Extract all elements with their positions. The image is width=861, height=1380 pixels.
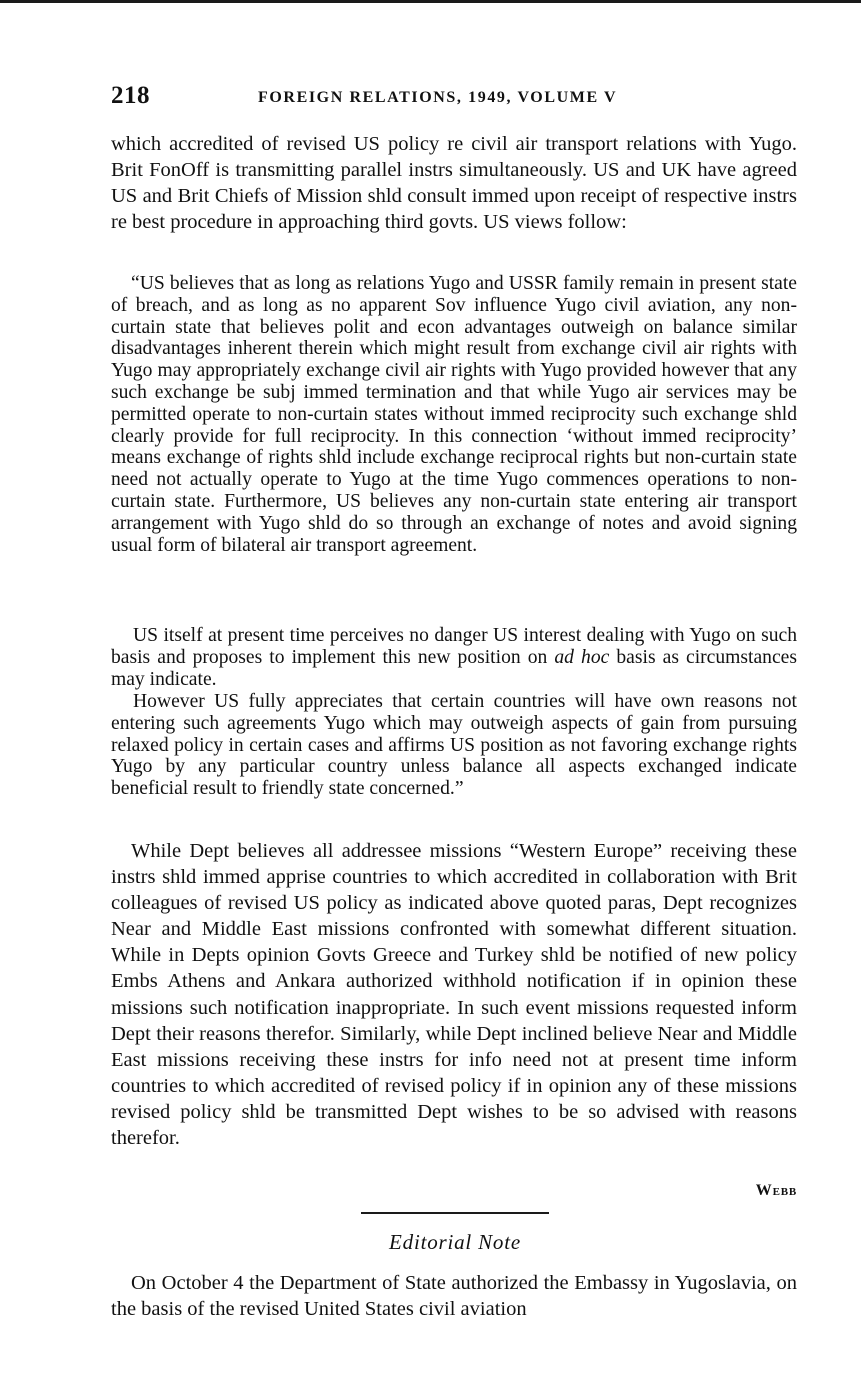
italic-latin-phrase: ad hoc [554, 646, 610, 668]
quoted-paragraph-2-text-a: US itself at present time perceives no danger US interest dealing with Yugo on such basis and proposes to implement this new position on [111, 625, 797, 668]
page-number: 218 [111, 82, 150, 109]
top-border-rule [0, 0, 861, 3]
quoted-paragraph-2-text-b: basis as circumstances may indicate. [111, 646, 797, 690]
running-header [111, 82, 799, 112]
editorial-note-heading: Editorial Note [389, 1230, 521, 1254]
section-divider [361, 1212, 549, 1214]
quoted-paragraph-1: “US believes that as long as relations Yugo and USSR family remain in present state of breach, and as long as no apparent Sov influence Yugo civil aviation, any non-curtain state that believes polit and econ advantages outweigh on balance similar disadvantages inherent therein which might result from exchange civil air rights with Yugo may appropriately exchange civil air rights with Yugo provided however that any such exchange be subj immed termination and that while Yugo air services may be permitted operate to non-curtain states without immed reciprocity such exchange shld clearly provide for full reciprocity. In this connection ‘without immed reciprocity’ means exchange of rights shld include exchange reciprocal rights but non-curtain state need not actually operate to Yugo at the time Yugo commences operations to non-curtain state. Furthermore, US believes any non-curtain state entering air transport arrangement with Yugo shld do so through an exchange of notes and avoid signing usual form of bilateral air transport agreement. [111, 273, 797, 556]
closing-paragraph: While Dept believes all addressee missions “Western Europe” receiving these instrs shld immed apprise countries to which accredited in collaboration with Brit colleagues of revised US policy as indicated above quoted paras, Dept recognizes Near and Middle East missions confronted with somewhat different situation. While in Depts opinion Govts Greece and Turkey shld be notified of new policy Embs Athens and Ankara authorized withhold notification if in opinion these missions such notification inappropriate. In such event missions requested inform Dept their reasons therefor. Similarly, while Dept inclined believe Near and Middle East missions receiving these instrs for info need not at present time inform countries to which accredited of revised policy if in opinion any of these missions revised policy shld be transmitted Dept wishes to be so advised with reasons therefor. [111, 840, 797, 1150]
editorial-note-text: On October 4 the Department of State authorized the Embassy in Yugoslavia, on the basis of the revised United States civil aviation [111, 1272, 797, 1321]
quoted-paragraph-3: However US fully appreciates that certain countries will have own reasons not entering such agreements Yugo which may outweigh aspects of gain from pursuing relaxed policy in certain cases and affirms US position as not favoring exchange rights Yugo by any particular country unless balance all aspects exchanged indicate beneficial result to friendly state concerned.” [111, 691, 797, 800]
running-title: FOREIGN RELATIONS, 1949, VOLUME V [258, 89, 618, 106]
signature: Webb [755, 1182, 797, 1199]
opening-paragraph: which accredited of revised US policy re civil air transport relations with Yugo. Brit FonOff is transmitting parallel instrs simultaneously. US and UK have agreed US and Brit Chiefs of Mission shld consult immed upon receipt of respective instrs re best procedure in approaching third govts. US views follow: [111, 133, 797, 234]
quoted-paragraph-2 [111, 625, 797, 690]
